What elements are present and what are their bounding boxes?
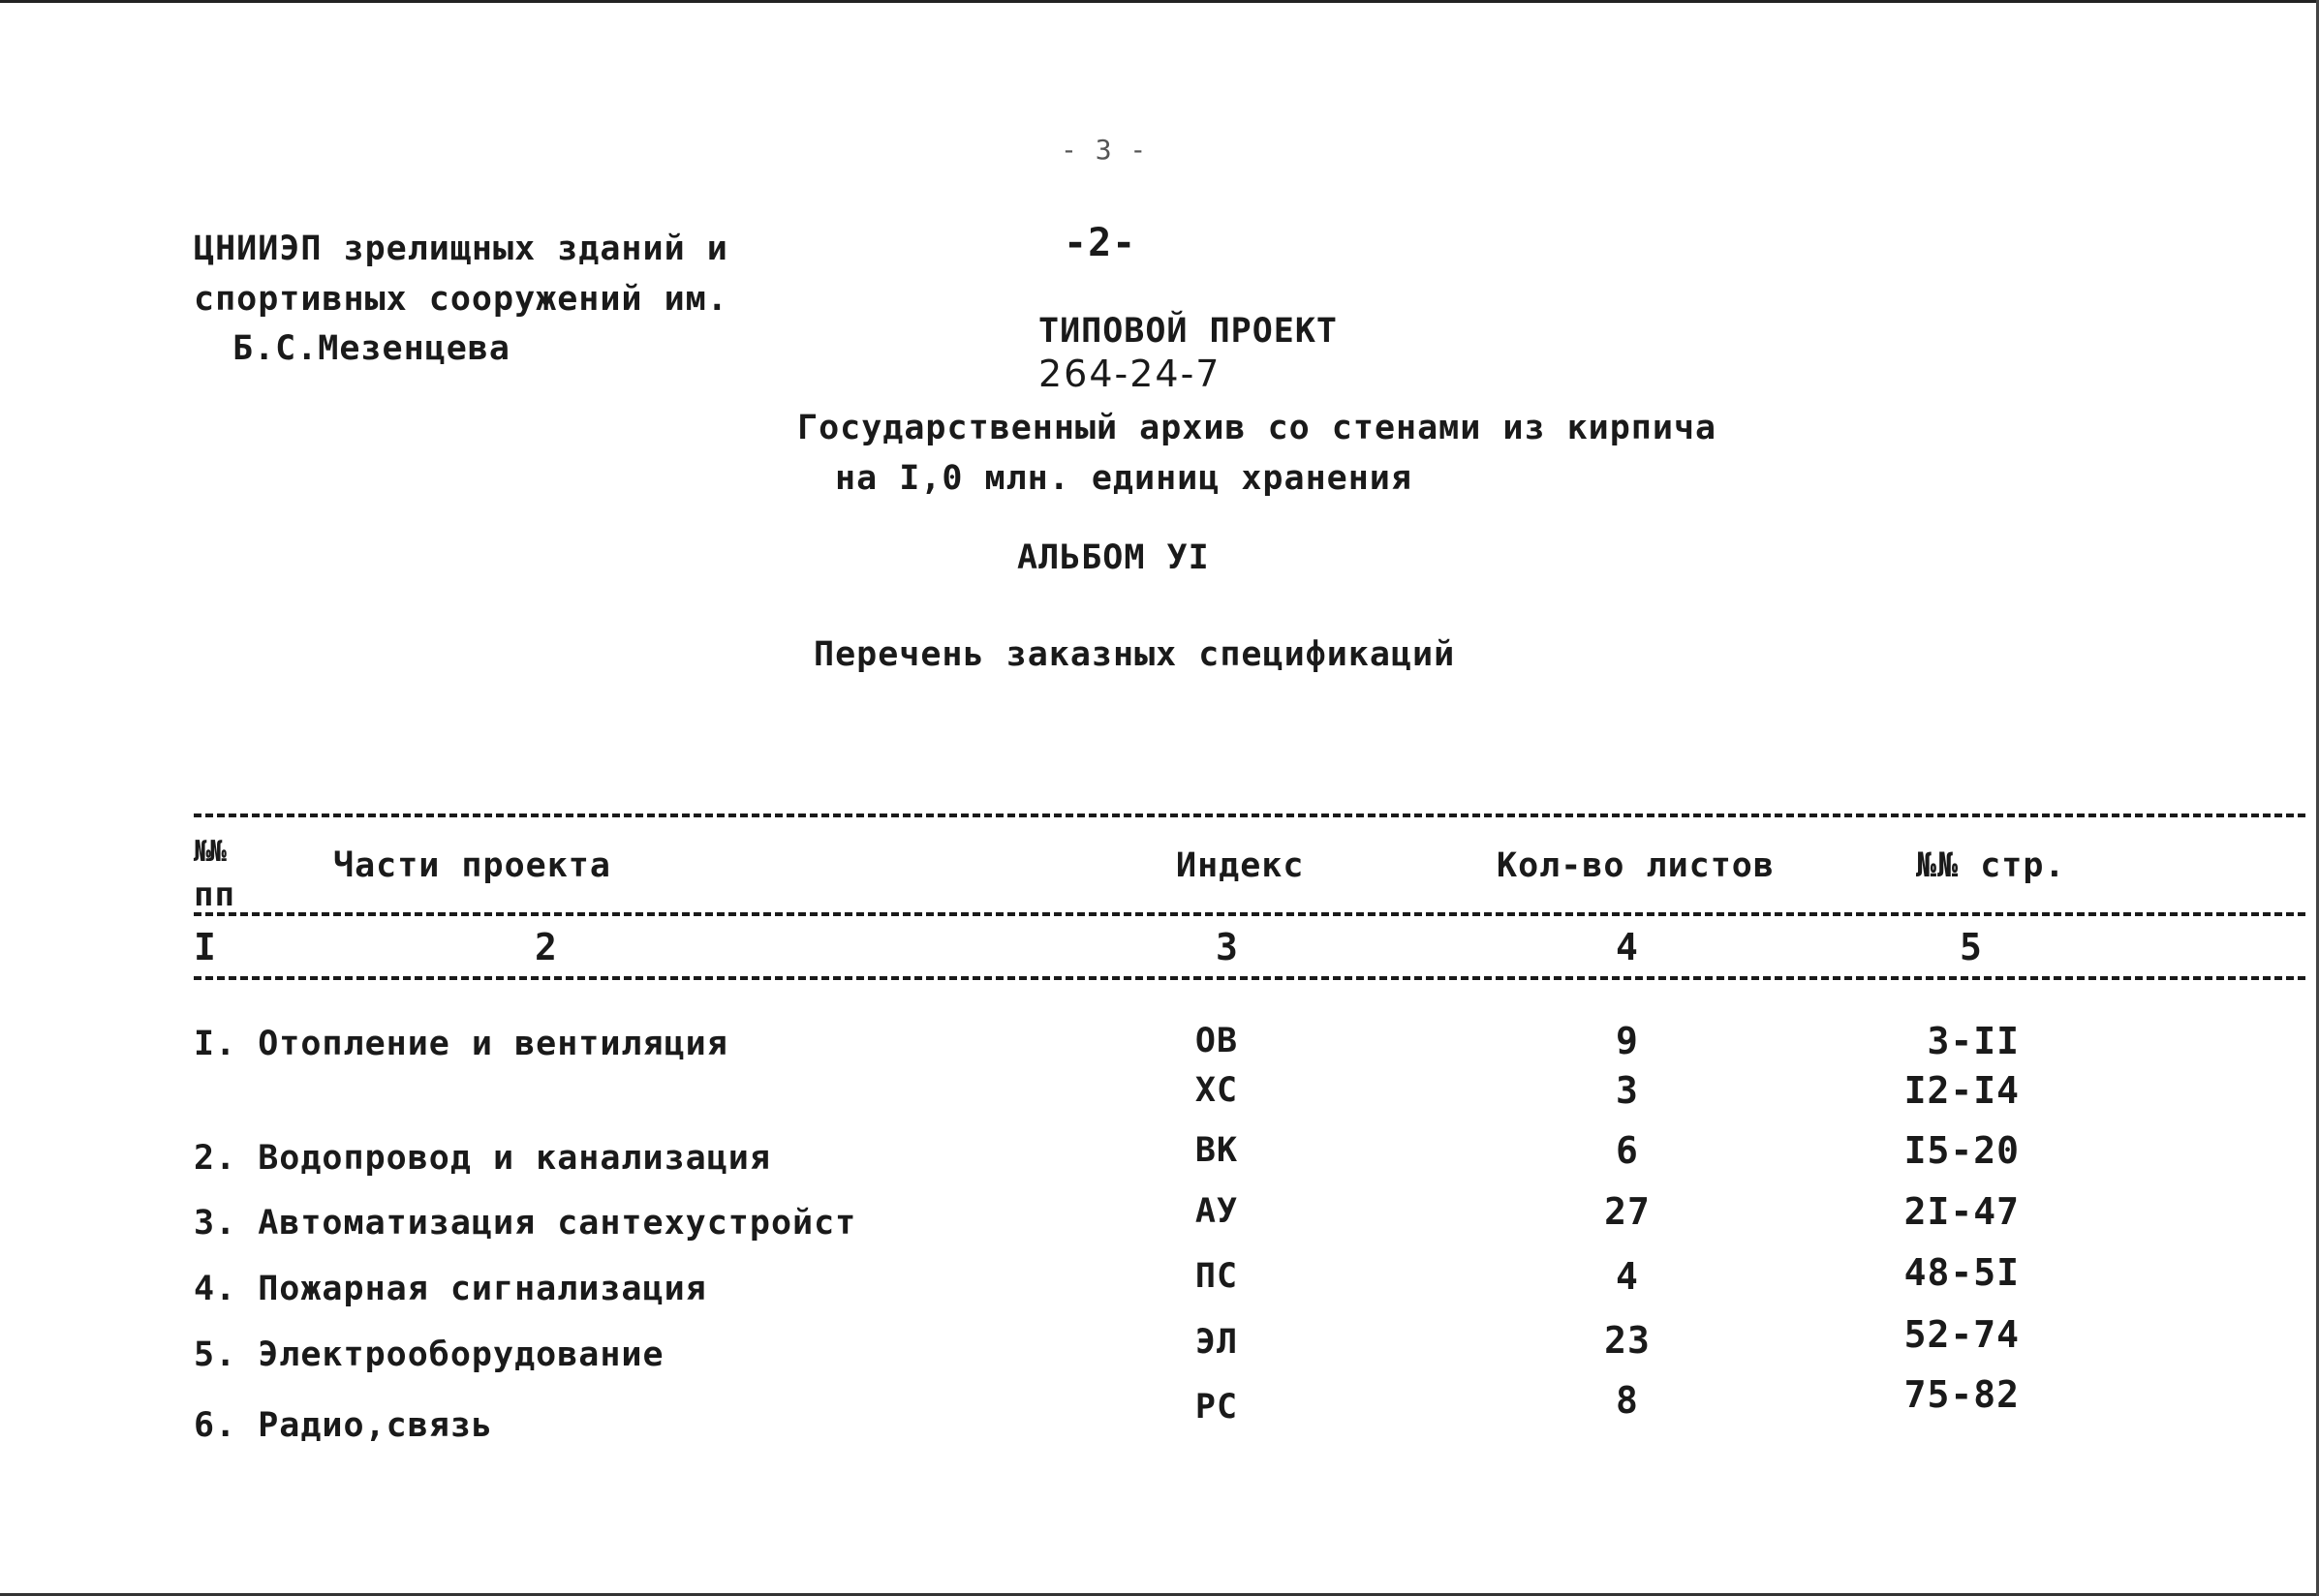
project-title-line-2: на I,0 млн. единиц хранения bbox=[835, 459, 1412, 498]
org-line-2: спортивных сооружений им. bbox=[194, 280, 728, 319]
row-7-name: 6. Радио,связь bbox=[194, 1406, 494, 1445]
row-6-index: ЭЛ bbox=[1194, 1323, 1239, 1362]
header-pages: №№ стр. bbox=[1916, 846, 2066, 885]
row-5-pages: 48-5I bbox=[1903, 1251, 2020, 1294]
row-4-pages: 2I-47 bbox=[1903, 1190, 2020, 1233]
row-1-index: ОВ bbox=[1194, 1022, 1239, 1060]
row-3-sheets: 6 bbox=[1616, 1129, 1639, 1172]
col-number-1: I bbox=[194, 926, 217, 968]
page-number: -2- bbox=[1064, 221, 1137, 265]
row-1-pages: 3-II bbox=[1927, 1020, 2020, 1062]
row-2-pages: I2-I4 bbox=[1903, 1069, 2020, 1112]
row-5-index: ПС bbox=[1194, 1257, 1239, 1296]
table-rule-numbers bbox=[194, 976, 2305, 980]
header-index: Индекс bbox=[1176, 846, 1305, 885]
list-title: Перечень заказных спецификаций bbox=[814, 635, 1456, 674]
row-7-index: РС bbox=[1194, 1388, 1239, 1427]
org-line-3: Б.С.Мезенцева bbox=[232, 329, 510, 368]
header-sheets: Кол-во листов bbox=[1497, 846, 1775, 885]
header-parts: Части проекта bbox=[333, 846, 611, 885]
col-number-3: 3 bbox=[1216, 926, 1239, 968]
row-6-pages: 52-74 bbox=[1903, 1313, 2020, 1356]
project-type-label: ТИПОВОЙ ПРОЕКТ bbox=[1038, 312, 1339, 351]
row-1-sheets: 9 bbox=[1616, 1020, 1639, 1062]
project-title-line-1: Государственный архив со стенами из кирпича bbox=[797, 409, 1717, 447]
col-number-2: 2 bbox=[535, 926, 558, 968]
row-3-pages: I5-20 bbox=[1903, 1129, 2020, 1172]
project-number: 264-24-7 bbox=[1038, 353, 1221, 395]
top-mark: - 3 - bbox=[1061, 134, 1148, 166]
row-3-index: ВК bbox=[1194, 1131, 1239, 1170]
row-6-name: 5. Электрооборудование bbox=[194, 1335, 665, 1374]
row-7-sheets: 8 bbox=[1616, 1379, 1639, 1422]
row-4-sheets: 27 bbox=[1604, 1190, 1651, 1233]
table-rule-header bbox=[194, 912, 2305, 916]
row-2-index: ХС bbox=[1194, 1071, 1239, 1110]
header-num-line-1: №№ bbox=[194, 835, 226, 869]
col-number-4: 4 bbox=[1616, 926, 1639, 968]
row-4-index: АУ bbox=[1194, 1192, 1239, 1231]
row-6-sheets: 23 bbox=[1604, 1319, 1651, 1362]
row-4-name: 3. Автоматизация сантехустройст bbox=[194, 1204, 857, 1243]
table-rule-top bbox=[194, 813, 2305, 817]
row-5-name: 4. Пожарная сигнализация bbox=[194, 1270, 707, 1308]
header-num-line-2: пп bbox=[194, 875, 235, 914]
row-3-name: 2. Водопровод и канализация bbox=[194, 1139, 771, 1178]
row-7-pages: 75-82 bbox=[1903, 1373, 2020, 1416]
row-1-name: I. Отопление и вентиляция bbox=[194, 1025, 728, 1063]
row-5-sheets: 4 bbox=[1616, 1255, 1639, 1298]
album-title: АЛЬБОМ УI bbox=[1017, 538, 1210, 577]
org-line-1: ЦНИИЭП зрелищных зданий и bbox=[194, 230, 728, 268]
scan-edge-top bbox=[0, 0, 2319, 3]
col-number-5: 5 bbox=[1960, 926, 1983, 968]
row-2-sheets: 3 bbox=[1616, 1069, 1639, 1112]
